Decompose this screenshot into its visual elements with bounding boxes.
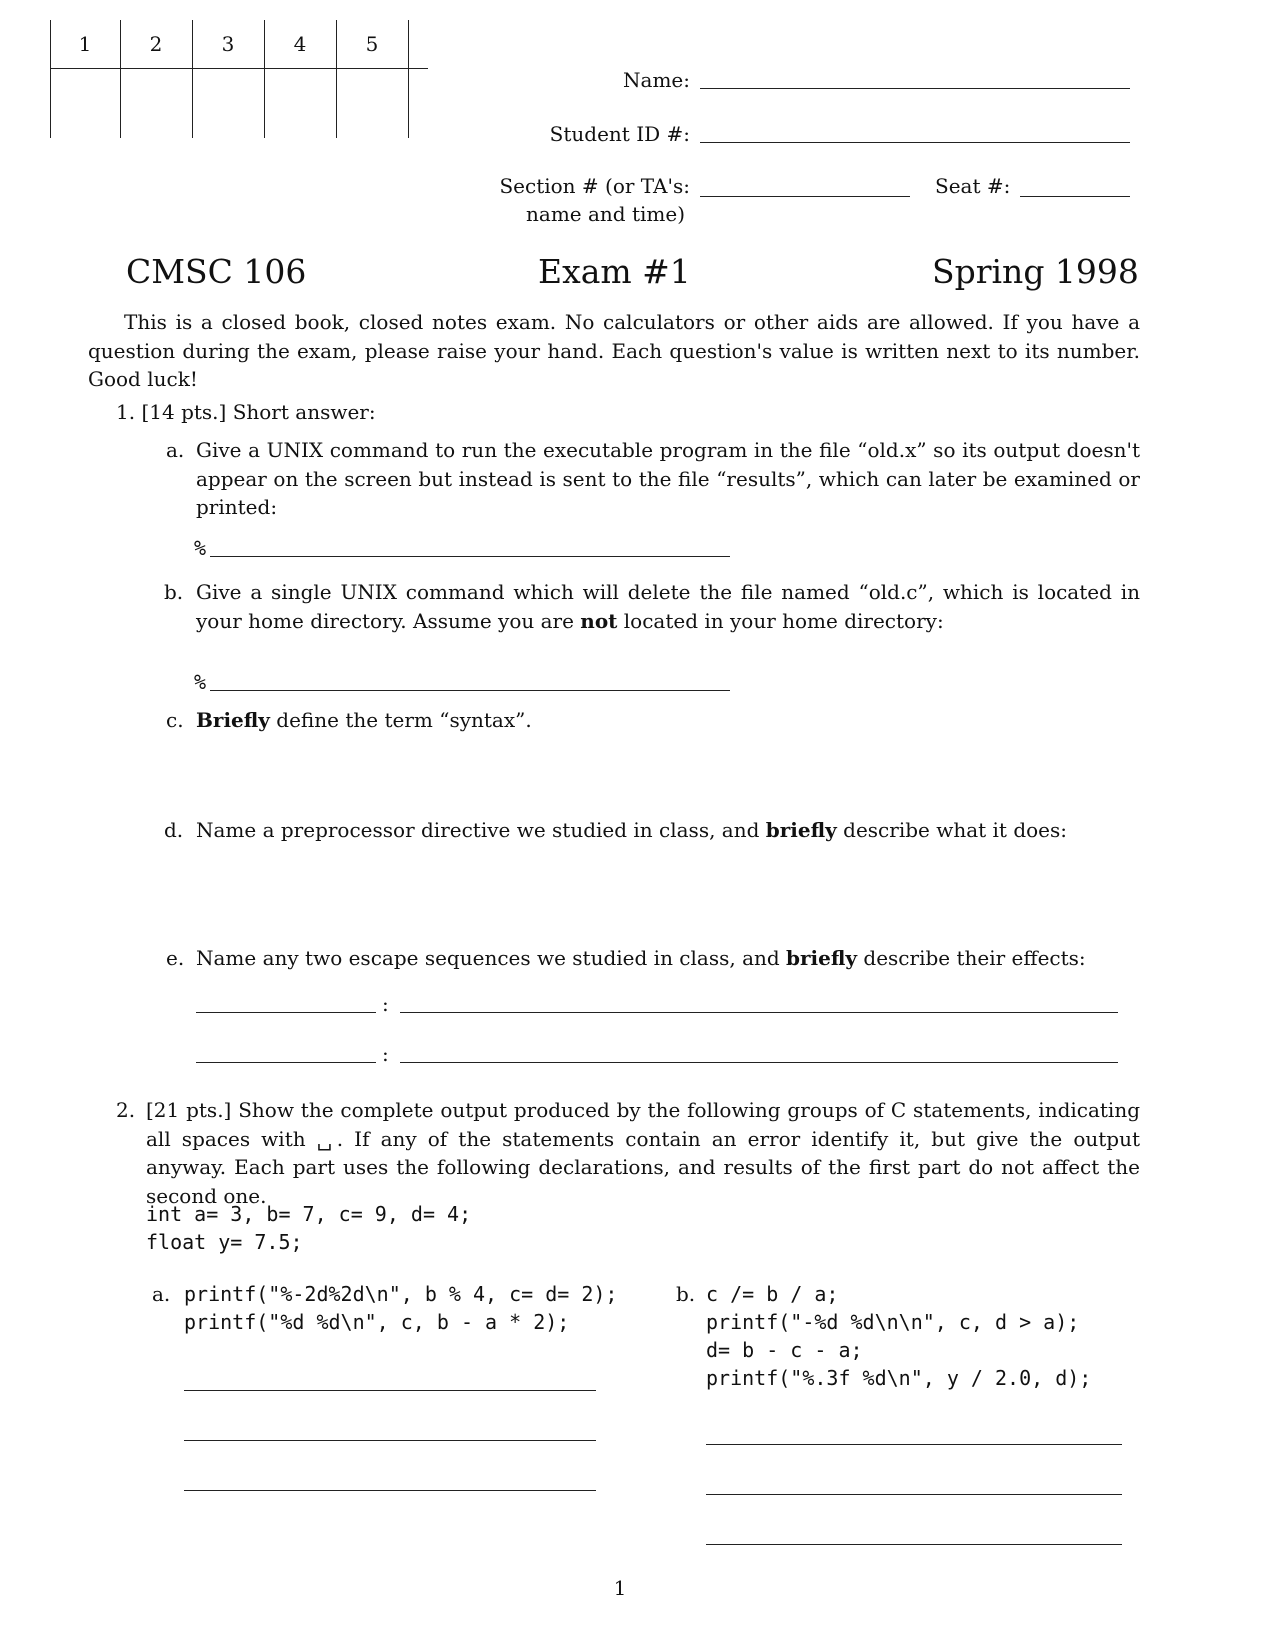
score-table-divider: [50, 68, 428, 69]
score-table-border: [408, 20, 409, 138]
term-title: Spring 1998: [932, 252, 1139, 291]
q1b-text-post: located in your home directory:: [623, 608, 944, 633]
section-label-line1: Section # (or TA's:: [499, 174, 690, 198]
score-col-header: 5: [365, 32, 379, 56]
q1e-label: e.: [166, 946, 185, 970]
q1e-text: [196, 944, 1086, 972]
name-label: Name:: [623, 68, 690, 92]
q2-points: [21 pts.]: [146, 1098, 232, 1122]
q2b-output-line-3[interactable]: [706, 1544, 1122, 1545]
q1b-answer-line[interactable]: [210, 690, 730, 691]
q1e-colon-2: :: [382, 1042, 389, 1066]
q2a-output-line-3[interactable]: [184, 1490, 596, 1491]
q1c-label: c.: [166, 708, 184, 732]
score-col-header: 2: [149, 32, 163, 56]
q2b-line-4: printf("%.3f %d\n", y / 2.0, d);: [706, 1366, 1092, 1390]
q2b-output-line-2[interactable]: [706, 1494, 1122, 1495]
q1d-text-pre: Name a preprocessor directive we studied in class, and: [196, 818, 760, 842]
score-col-header: 1: [78, 32, 92, 56]
q2-text-post: . If any of the statements contain an error identify it, but give the output anyway. Each part uses the following declarations, and results of the first part do not affect the second one.: [146, 1126, 1141, 1208]
q2b-line-3: d= b - c - a;: [706, 1338, 863, 1362]
q2b-label: b.: [676, 1282, 696, 1306]
q2-number: 2.: [116, 1098, 136, 1122]
q1-heading: [116, 398, 376, 426]
space-symbol: ␣: [316, 1126, 337, 1151]
q1a-prompt-symbol: %: [194, 536, 207, 560]
q1e-sequence-line-2[interactable]: [196, 1062, 376, 1063]
q2b-output-line-1[interactable]: [706, 1444, 1122, 1445]
q1b-text-pre: Give a single UNIX command which will delete the file named “old.c”, which is located in your home directory. Assume you are: [196, 580, 1140, 633]
seat-label: Seat #:: [935, 174, 1011, 198]
intro-paragraph: This is a closed book, closed notes exam. No calculators or other aids are allowed. If you have a question during the exam, please raise your hand. Each question's value is written next to its number. Good luck!: [88, 310, 1140, 391]
q1b-text-bold: not: [580, 608, 618, 633]
q1e-text-pre: Name any two escape sequences we studied in class, and: [196, 946, 780, 970]
q1a-answer-line[interactable]: [210, 556, 730, 557]
q2-text-pre: Show the complete output produced by the following groups of C statements, indicating all spaces with: [146, 1098, 1141, 1151]
page-number: 1: [613, 1576, 627, 1600]
q1a-text: Give a UNIX command to run the executable program in the file “old.x” so its output doesn't appear on the screen but instead is sent to the file “results”, which can later be examined or printed:: [196, 438, 1140, 519]
q2b-line-1: c /= b / a;: [706, 1282, 839, 1306]
q1c-text-bold: Briefly: [196, 708, 270, 732]
name-field[interactable]: [700, 88, 1130, 89]
course-title: CMSC 106: [126, 252, 307, 291]
q1b-prompt-symbol: %: [194, 670, 207, 694]
q2a-output-line-2[interactable]: [184, 1440, 596, 1441]
q2-decl-line-2: float y= 7.5;: [146, 1230, 303, 1254]
q1b-label: b.: [164, 580, 184, 604]
q1d-text-post: describe what it does:: [843, 818, 1068, 842]
score-col-header: 3: [221, 32, 235, 56]
q2b-line-2: printf("-%d %d\n\n", c, d > a);: [706, 1310, 1080, 1334]
q1c-text-post: define the term “syntax”.: [276, 708, 532, 732]
q2a-line-2: printf("%d %d\n", c, b - a * 2);: [184, 1310, 570, 1334]
section-label-line2: name and time): [526, 202, 685, 226]
q1d-text: [196, 816, 1067, 844]
q1b-text: [196, 578, 1140, 635]
seat-field[interactable]: [1020, 196, 1130, 197]
q2-text: [146, 1096, 1140, 1210]
q1-points: [14 pts.]: [141, 400, 227, 424]
q1-number: 1.: [116, 400, 136, 424]
q1e-text-bold: briefly: [786, 946, 858, 970]
q1e-colon-1: :: [382, 992, 389, 1016]
q2a-line-1: printf("%-2d%2d\n", b % 4, c= d= 2);: [184, 1282, 618, 1306]
q2a-output-line-1[interactable]: [184, 1390, 596, 1391]
q1a-label: a.: [166, 438, 185, 462]
section-field[interactable]: [700, 196, 910, 197]
q1e-effect-line-1[interactable]: [400, 1012, 1118, 1013]
q1d-label: d.: [164, 818, 184, 842]
q1e-sequence-line-1[interactable]: [196, 1012, 376, 1013]
q2-decl-line-1: int a= 3, b= 7, c= 9, d= 4;: [146, 1202, 472, 1226]
q1c-text: [196, 706, 532, 734]
student-id-field[interactable]: [700, 142, 1130, 143]
score-table: [50, 20, 430, 145]
q1e-effect-line-2[interactable]: [400, 1062, 1118, 1063]
q2a-label: a.: [152, 1282, 171, 1306]
q1d-text-bold: briefly: [765, 818, 837, 842]
student-id-label: Student ID #:: [549, 122, 690, 146]
q1e-text-post: describe their effects:: [863, 946, 1086, 970]
q1-prompt: Short answer:: [232, 400, 376, 424]
exam-title: Exam #1: [538, 252, 691, 291]
score-col-header: 4: [293, 32, 307, 56]
